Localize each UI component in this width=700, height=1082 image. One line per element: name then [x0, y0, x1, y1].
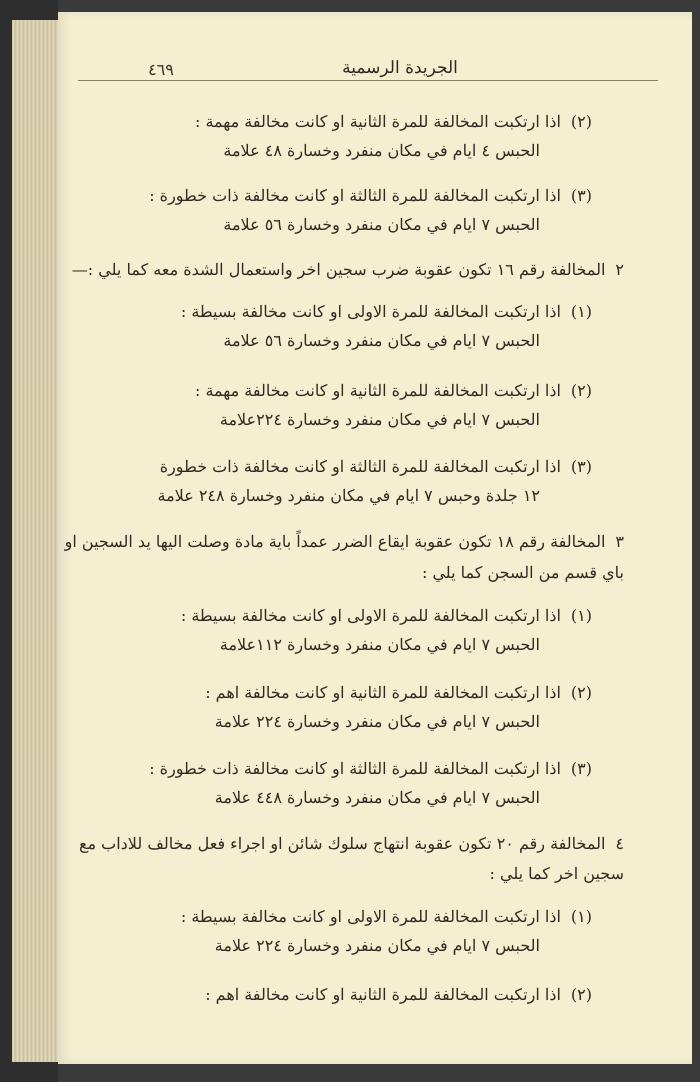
line-text: اذا ارتكبت المخالفة للمرة الثانية او كانت مخالفة اهم :	[205, 985, 561, 1004]
text-line	[181, 302, 592, 321]
line-text: اذا ارتكبت المخالفة للمرة الثالثة او كانت مخالفة ذات خطورة :	[149, 759, 561, 778]
item-number: ٢	[615, 260, 624, 279]
line-text: اذا ارتكبت المخالفة للمرة الثانية او كانت مخالفة مهمة :	[194, 112, 561, 131]
item-number: ٤	[615, 834, 624, 853]
text-line	[149, 759, 592, 778]
text-line	[79, 834, 624, 853]
line-text: اذا ارتكبت المخالفة للمرة الثالثة او كانت مخالفة ذات خطورة :	[149, 186, 561, 205]
item-number: (٣)	[570, 759, 592, 778]
text-line: الحبس ٧ ايام في مكان منفرد وخسارة ٤٤٨ علامة	[214, 788, 540, 807]
text-line: سجين اخر كما يلي :	[489, 864, 624, 883]
line-text: اذا ارتكبت المخالفة للمرة الاولى او كانت مخالفة بسيطة :	[180, 606, 561, 625]
item-number: (١)	[570, 302, 592, 321]
text-line: الحبس ٧ ايام في مكان منفرد وخسارة ٢٢٤ علامة	[214, 936, 540, 955]
line-text: المخالفة رقم ٢٠ تكون عقوبة انتهاج سلوك شائن او اجراء فعل مخالف للاداب مع	[79, 834, 606, 853]
line-text: اذا ارتكبت المخالفة للمرة الثالثة او كانت مخالفة ذات خطورة	[159, 457, 561, 476]
item-number: (٣)	[570, 457, 592, 476]
text-line	[149, 186, 592, 205]
item-number: (٢)	[570, 683, 592, 702]
text-line: الحبس ٧ ايام في مكان منفرد وخسارة ١١٢علامة	[219, 635, 540, 654]
item-number: (٢)	[570, 985, 592, 1004]
text-line	[195, 381, 592, 400]
text-line	[65, 532, 624, 551]
text-line: الحبس ٧ ايام في مكان منفرد وخسارة ٢٢٤علامة	[219, 410, 540, 429]
text-line	[72, 260, 624, 279]
line-text: اذا ارتكبت المخالفة للمرة الثانية او كانت مخالفة اهم :	[205, 683, 561, 702]
text-line	[195, 112, 592, 131]
item-number: (١)	[570, 907, 592, 926]
line-text: المخالفة رقم ١٦ تكون عقوبة ضرب سجين اخر واستعمال الشدة معه كما يلي :—	[71, 260, 606, 279]
page-number: ٤٦٩	[148, 60, 174, 79]
line-text: اذا ارتكبت المخالفة للمرة الاولى او كانت مخالفة بسيطة :	[180, 907, 561, 926]
item-number: (٢)	[570, 381, 592, 400]
text-line	[160, 457, 592, 476]
text-line: باي قسم من السجن كما يلي :	[421, 563, 624, 582]
text-line	[181, 907, 592, 926]
line-text: المخالفة رقم ١٨ تكون عقوبة ايقاع الضرر عمداً باية مادة وصلت اليها يد السجين او	[64, 532, 606, 551]
text-line	[181, 606, 592, 625]
text-line: الحبس ٧ ايام في مكان منفرد وخسارة ٥٦ علامة	[223, 215, 540, 234]
line-text: اذا ارتكبت المخالفة للمرة الاولى او كانت مخالفة بسيطة :	[180, 302, 561, 321]
page-edges	[12, 20, 60, 1062]
text-line: الحبس ٧ ايام في مكان منفرد وخسارة ٢٢٤ علامة	[214, 712, 540, 731]
line-text: اذا ارتكبت المخالفة للمرة الثانية او كانت مخالفة مهمة :	[194, 381, 561, 400]
journal-title: الجريدة الرسمية	[342, 58, 458, 78]
item-number: (٢)	[570, 112, 592, 131]
text-line: الحبس ٧ ايام في مكان منفرد وخسارة ٥٦ علامة	[223, 331, 540, 350]
item-number: (٣)	[570, 186, 592, 205]
item-number: ٣	[615, 532, 624, 551]
text-line	[205, 683, 592, 702]
item-number: (١)	[570, 606, 592, 625]
text-line: ١٢ جلدة وحبس ٧ ايام في مكان منفرد وخسارة ٢٤٨ علامة	[157, 486, 540, 505]
text-line: الحبس ٤ ايام في مكان منفرد وخسارة ٤٨ علامة	[223, 141, 540, 160]
text-line	[205, 985, 592, 1004]
